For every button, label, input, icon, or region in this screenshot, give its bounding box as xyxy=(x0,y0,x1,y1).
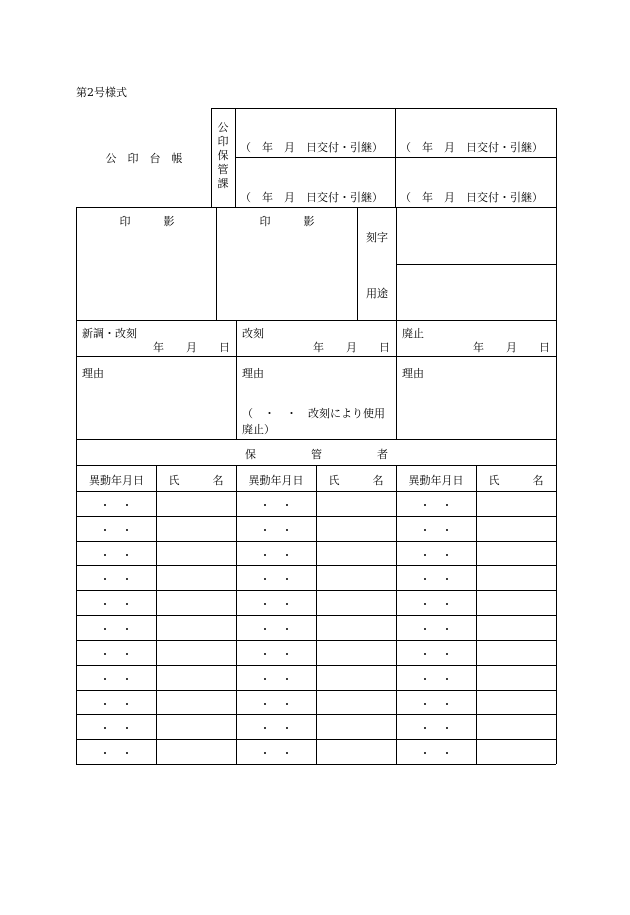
custodian-date-cell: ・ ・ xyxy=(259,573,293,587)
custodian-date-cell: ・ ・ xyxy=(419,697,453,711)
engraving-label: 刻字 xyxy=(366,231,388,244)
table-rule-h xyxy=(76,439,556,440)
form-number: 第2号様式 xyxy=(76,86,127,99)
table-rule-v xyxy=(211,108,212,207)
table-rule-v xyxy=(395,108,396,207)
reason-label-1: 理由 xyxy=(82,367,104,380)
impression-label-1: 印 影 xyxy=(119,215,175,228)
custodian-date-cell: ・ ・ xyxy=(259,697,293,711)
custodian-date-cell: ・ ・ xyxy=(419,499,453,512)
custodian-date-cell: ・ ・ xyxy=(99,623,133,637)
table-rule-v xyxy=(556,108,557,764)
custodian-date-cell: ・ ・ xyxy=(259,722,293,736)
custodian-date-cell: ・ ・ xyxy=(259,623,293,637)
table-rule-v xyxy=(476,465,477,764)
custodian-date-cell: ・ ・ xyxy=(259,672,293,686)
custodian-date-cell: ・ ・ xyxy=(259,499,293,512)
custodian-date-cell: ・ ・ xyxy=(99,598,133,612)
table-rule-h xyxy=(76,320,556,321)
custodian-date-cell: ・ ・ xyxy=(99,499,133,512)
custodian-date-cell: ・ ・ xyxy=(419,548,453,562)
table-rule-v xyxy=(357,207,358,320)
issue-entry-1: （ 年 月 日交付・引継） xyxy=(240,141,383,154)
new-label: 新調・改刻 xyxy=(82,327,137,340)
custodian-date-cell: ・ ・ xyxy=(259,598,293,612)
table-rule-h xyxy=(76,356,556,357)
col-name-1: 氏 名 xyxy=(168,474,224,487)
col-name-2: 氏 名 xyxy=(328,474,384,487)
impression-label-2: 印 影 xyxy=(259,215,315,228)
department-label-vertical: 公印保管課 xyxy=(217,121,229,190)
custodian-date-cell: ・ ・ xyxy=(419,523,453,537)
table-rule-v xyxy=(396,320,397,439)
issue-entry-4: （ 年 月 日交付・引継） xyxy=(400,191,543,204)
custodian-date-cell: ・ ・ xyxy=(419,747,453,761)
table-rule-v xyxy=(236,320,237,439)
custodian-date-cell: ・ ・ xyxy=(419,672,453,686)
new-date: 年 月 日 xyxy=(153,341,230,354)
issue-entry-2: （ 年 月 日交付・引継） xyxy=(400,141,543,154)
custodian-date-cell: ・ ・ xyxy=(99,548,133,562)
table-rule-v xyxy=(316,465,317,764)
reason-label-3: 理由 xyxy=(402,367,424,380)
table-rule-v xyxy=(156,465,157,764)
table-rule-v xyxy=(396,207,397,320)
custodian-title: 保 管 者 xyxy=(245,448,388,461)
table-rule-h xyxy=(211,108,556,109)
custodian-date-cell: ・ ・ xyxy=(259,523,293,537)
abolish-label: 廃止 xyxy=(402,327,424,340)
custodian-date-cell: ・ ・ xyxy=(99,523,133,537)
custodian-date-cell: ・ ・ xyxy=(419,722,453,736)
custodian-date-cell: ・ ・ xyxy=(99,672,133,686)
custodian-date-cell: ・ ・ xyxy=(99,697,133,711)
custodian-date-cell: ・ ・ xyxy=(419,573,453,587)
custodian-date-cell: ・ ・ xyxy=(99,647,133,661)
custodian-date-cell: ・ ・ xyxy=(259,647,293,661)
table-rule-h xyxy=(76,207,556,208)
table-rule-h xyxy=(76,764,556,765)
custodian-date-cell: ・ ・ xyxy=(419,598,453,612)
issue-entry-3: （ 年 月 日交付・引継） xyxy=(240,191,383,204)
abolish-date: 年 月 日 xyxy=(473,341,550,354)
col-date-2: 異動年月日 xyxy=(248,474,304,487)
custodian-date-cell: ・ ・ xyxy=(259,548,293,562)
custodian-date-cell: ・ ・ xyxy=(99,573,133,587)
col-date-1: 異動年月日 xyxy=(89,474,144,487)
revise-label: 改刻 xyxy=(242,327,264,340)
custodian-date-cell: ・ ・ xyxy=(99,747,133,761)
col-date-3: 異動年月日 xyxy=(408,474,464,487)
revise-note: （ ・ ・ 改刻により使用廃止） xyxy=(242,407,385,436)
ledger-title: 公 印 台 帳 xyxy=(105,152,183,165)
custodian-date-cell: ・ ・ xyxy=(419,623,453,637)
custodian-date-cell: ・ ・ xyxy=(99,722,133,736)
purpose-label: 用途 xyxy=(366,287,388,300)
reason-label-2: 理由 xyxy=(242,367,264,380)
custodian-date-cell: ・ ・ xyxy=(259,747,293,761)
table-rule-v xyxy=(235,108,236,207)
revise-date: 年 月 日 xyxy=(313,341,390,354)
col-name-3: 氏 名 xyxy=(488,474,544,487)
table-rule-h xyxy=(396,264,556,265)
custodian-date-cell: ・ ・ xyxy=(419,647,453,661)
